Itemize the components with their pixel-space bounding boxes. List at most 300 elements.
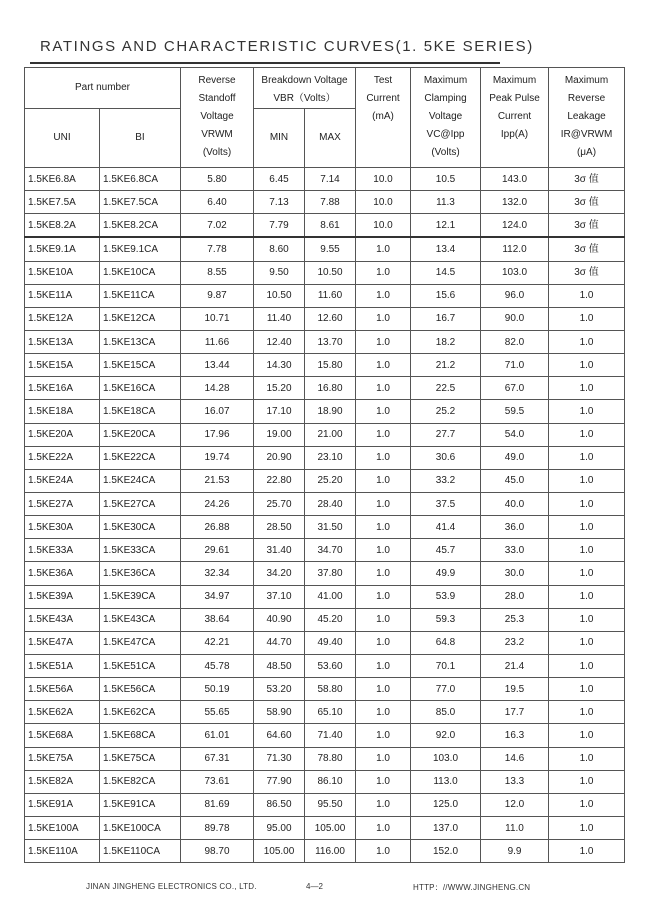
clamping-voltage-cell: 49.9 [411,562,481,585]
test-current-cell: 1.0 [356,400,411,423]
reverse-leakage-cell: 3σ 值 [549,237,625,261]
clamping-voltage-cell: 12.1 [411,214,481,238]
bi-part-cell: 1.5KE39CA [100,585,181,608]
test-current-cell: 1.0 [356,237,411,261]
clamping-voltage-cell: 18.2 [411,330,481,353]
vbr-max-cell: 7.14 [305,168,356,191]
reverse-leakage-cell: 3σ 值 [549,191,625,214]
bi-part-cell: 1.5KE15CA [100,354,181,377]
uni-part-cell: 1.5KE15A [25,354,100,377]
uni-part-cell: 1.5KE20A [25,423,100,446]
reverse-leakage-cell: 1.0 [549,770,625,793]
vrwm-cell: 14.28 [181,377,254,400]
uni-part-cell: 1.5KE13A [25,330,100,353]
vbr-max-cell: 41.00 [305,585,356,608]
table-row [25,516,625,539]
uni-part-cell: 1.5KE56A [25,678,100,701]
peak-pulse-current-cell: 11.0 [481,816,549,839]
bi-part-cell: 1.5KE20CA [100,423,181,446]
vbr-min-cell: 86.50 [254,793,305,816]
peak-pulse-current-cell: 14.6 [481,747,549,770]
bi-part-cell: 1.5KE10CA [100,261,181,284]
table-row [25,701,625,724]
bi-part-cell: 1.5KE30CA [100,516,181,539]
uni-part-cell: 1.5KE24A [25,469,100,492]
test-current-cell: 1.0 [356,562,411,585]
clamping-voltage-cell: 137.0 [411,816,481,839]
peak-pulse-current-cell: 82.0 [481,330,549,353]
uni-part-cell: 1.5KE18A [25,400,100,423]
vbr-min-cell: 15.20 [254,377,305,400]
table-row [25,191,625,214]
table-row [25,631,625,654]
vbr-min-cell: 71.30 [254,747,305,770]
vbr-min-cell: 6.45 [254,168,305,191]
test-current-cell: 1.0 [356,354,411,377]
uni-part-cell: 1.5KE51A [25,654,100,677]
vbr-min-cell: 53.20 [254,678,305,701]
uni-part-cell: 1.5KE16A [25,377,100,400]
vbr-min-cell: 17.10 [254,400,305,423]
clamping-voltage-cell: 45.7 [411,539,481,562]
table-row [25,770,625,793]
test-current-cell: 1.0 [356,261,411,284]
vrwm-cell: 19.74 [181,446,254,469]
vbr-max-cell: 71.40 [305,724,356,747]
table-row [25,377,625,400]
vbr-max-header: MAX [305,109,356,168]
table-row [25,307,625,330]
reverse-leakage-cell: 1.0 [549,678,625,701]
peak-pulse-current-cell: 90.0 [481,307,549,330]
clamping-voltage-cell: 13.4 [411,237,481,261]
peak-pulse-current-cell: 30.0 [481,562,549,585]
peak-pulse-current-cell: 59.5 [481,400,549,423]
vrwm-cell: 9.87 [181,284,254,307]
uni-part-cell: 1.5KE100A [25,816,100,839]
vrwm-cell: 73.61 [181,770,254,793]
uni-part-cell: 1.5KE47A [25,631,100,654]
peak-pulse-current-cell: 17.7 [481,701,549,724]
vbr-max-cell: 116.00 [305,840,356,863]
vbr-max-cell: 21.00 [305,423,356,446]
peak-pulse-current-cell: 23.2 [481,631,549,654]
clamping-voltage-cell: 33.2 [411,469,481,492]
test-current-cell: 10.0 [356,214,411,238]
peak-pulse-current-cell: 36.0 [481,516,549,539]
test-current-cell: 1.0 [356,701,411,724]
peak-pulse-current-cell: 143.0 [481,168,549,191]
table-row [25,840,625,863]
vbr-max-cell: 65.10 [305,701,356,724]
clamping-voltage-cell: 103.0 [411,747,481,770]
table-row [25,793,625,816]
vbr-max-cell: 95.50 [305,793,356,816]
clamping-voltage-cell: 10.5 [411,168,481,191]
peak-pulse-current-cell: 45.0 [481,469,549,492]
clamping-voltage-cell: 16.7 [411,307,481,330]
bi-part-cell: 1.5KE11CA [100,284,181,307]
vrwm-cell: 55.65 [181,701,254,724]
peak-pulse-current-cell: 25.3 [481,608,549,631]
table-row [25,330,625,353]
vrwm-cell: 24.26 [181,492,254,515]
reverse-leakage-cell: 1.0 [549,400,625,423]
vbr-min-cell: 7.79 [254,214,305,238]
vrwm-cell: 42.21 [181,631,254,654]
vbr-min-cell: 8.60 [254,237,305,261]
table-row [25,816,625,839]
standoff-voltage-header: Reverse Standoff Voltage VRWM (Volts) [181,68,254,168]
vrwm-cell: 98.70 [181,840,254,863]
reverse-leakage-cell: 1.0 [549,747,625,770]
bi-part-cell: 1.5KE22CA [100,446,181,469]
vbr-max-cell: 78.80 [305,747,356,770]
clamping-voltage-cell: 113.0 [411,770,481,793]
test-current-cell: 1.0 [356,516,411,539]
vbr-min-cell: 40.90 [254,608,305,631]
vbr-max-cell: 53.60 [305,654,356,677]
vrwm-cell: 6.40 [181,191,254,214]
uni-part-cell: 1.5KE36A [25,562,100,585]
uni-header: UNI [25,109,100,168]
uni-part-cell: 1.5KE43A [25,608,100,631]
vbr-min-cell: 105.00 [254,840,305,863]
test-current-cell: 1.0 [356,469,411,492]
test-current-cell: 1.0 [356,377,411,400]
vbr-max-cell: 86.10 [305,770,356,793]
table-row [25,469,625,492]
vbr-min-cell: 31.40 [254,539,305,562]
vbr-max-cell: 8.61 [305,214,356,238]
bi-part-cell: 1.5KE27CA [100,492,181,515]
peak-pulse-current-cell: 54.0 [481,423,549,446]
vbr-max-cell: 13.70 [305,330,356,353]
vrwm-cell: 50.19 [181,678,254,701]
test-current-cell: 1.0 [356,330,411,353]
reverse-leakage-cell: 3σ 值 [549,261,625,284]
peak-pulse-current-cell: 13.3 [481,770,549,793]
uni-part-cell: 1.5KE110A [25,840,100,863]
table-row [25,678,625,701]
bi-part-cell: 1.5KE36CA [100,562,181,585]
peak-pulse-current-cell: 12.0 [481,793,549,816]
bi-part-cell: 1.5KE6.8CA [100,168,181,191]
uni-part-cell: 1.5KE33A [25,539,100,562]
vbr-min-cell: 44.70 [254,631,305,654]
peak-pulse-current-cell: 103.0 [481,261,549,284]
vbr-max-cell: 12.60 [305,307,356,330]
table-row [25,562,625,585]
vbr-min-cell: 7.13 [254,191,305,214]
reverse-leakage-cell: 1.0 [549,307,625,330]
vrwm-cell: 7.78 [181,237,254,261]
vrwm-cell: 13.44 [181,354,254,377]
peak-pulse-current-cell: 67.0 [481,377,549,400]
vbr-min-cell: 22.80 [254,469,305,492]
bi-header: BI [100,109,181,168]
bi-part-cell: 1.5KE13CA [100,330,181,353]
clamping-voltage-cell: 15.6 [411,284,481,307]
table-row [25,446,625,469]
reverse-leakage-cell: 1.0 [549,793,625,816]
uni-part-cell: 1.5KE8.2A [25,214,100,238]
clamping-voltage-cell: 30.6 [411,446,481,469]
clamping-voltage-cell: 21.2 [411,354,481,377]
vbr-max-cell: 105.00 [305,816,356,839]
vbr-max-cell: 31.50 [305,516,356,539]
clamping-voltage-cell: 14.5 [411,261,481,284]
peak-pulse-current-cell: 132.0 [481,191,549,214]
peak-pulse-current-cell: 96.0 [481,284,549,307]
reverse-leakage-cell: 1.0 [549,840,625,863]
clamping-voltage-header: Maximum Clamping Voltage VC@Ipp (Volts) [411,68,481,168]
clamping-voltage-cell: 27.7 [411,423,481,446]
uni-part-cell: 1.5KE39A [25,585,100,608]
reverse-leakage-cell: 1.0 [549,354,625,377]
table-row [25,261,625,284]
vrwm-cell: 16.07 [181,400,254,423]
vbr-max-cell: 58.80 [305,678,356,701]
peak-pulse-current-cell: 124.0 [481,214,549,238]
clamping-voltage-cell: 37.5 [411,492,481,515]
test-current-header: Test Current (mA) [356,68,411,168]
test-current-cell: 1.0 [356,539,411,562]
vbr-max-cell: 10.50 [305,261,356,284]
vrwm-cell: 89.78 [181,816,254,839]
bi-part-cell: 1.5KE91CA [100,793,181,816]
clamping-voltage-cell: 53.9 [411,585,481,608]
table-row [25,654,625,677]
vbr-max-cell: 49.40 [305,631,356,654]
vrwm-cell: 8.55 [181,261,254,284]
peak-pulse-current-header: Maximum Peak Pulse Current Ipp(A) [481,68,549,168]
vrwm-cell: 29.61 [181,539,254,562]
bi-part-cell: 1.5KE33CA [100,539,181,562]
vrwm-cell: 67.31 [181,747,254,770]
table-row [25,724,625,747]
vrwm-cell: 32.34 [181,562,254,585]
vbr-min-cell: 20.90 [254,446,305,469]
bi-part-cell: 1.5KE62CA [100,701,181,724]
breakdown-voltage-header: Breakdown Voltage VBR（Volts） [254,68,356,109]
table-row [25,539,625,562]
reverse-leakage-cell: 1.0 [549,469,625,492]
test-current-cell: 1.0 [356,816,411,839]
test-current-cell: 1.0 [356,793,411,816]
table-row [25,214,625,238]
reverse-leakage-cell: 1.0 [549,284,625,307]
vbr-min-cell: 25.70 [254,492,305,515]
clamping-voltage-cell: 85.0 [411,701,481,724]
bi-part-cell: 1.5KE18CA [100,400,181,423]
uni-part-cell: 1.5KE30A [25,516,100,539]
table-row [25,608,625,631]
clamping-voltage-cell: 152.0 [411,840,481,863]
vbr-min-cell: 19.00 [254,423,305,446]
reverse-leakage-cell: 1.0 [549,654,625,677]
vbr-min-cell: 48.50 [254,654,305,677]
test-current-cell: 1.0 [356,446,411,469]
bi-part-cell: 1.5KE7.5CA [100,191,181,214]
peak-pulse-current-cell: 19.5 [481,678,549,701]
vbr-max-cell: 28.40 [305,492,356,515]
part-number-header: Part number [25,68,181,109]
bi-part-cell: 1.5KE43CA [100,608,181,631]
vbr-min-cell: 95.00 [254,816,305,839]
reverse-leakage-cell: 1.0 [549,562,625,585]
peak-pulse-current-cell: 33.0 [481,539,549,562]
table-row [25,492,625,515]
bi-part-cell: 1.5KE110CA [100,840,181,863]
bi-part-cell: 1.5KE24CA [100,469,181,492]
footer-company: JINAN JINGHENG ELECTRONICS CO., LTD. [86,882,257,891]
vbr-min-cell: 37.10 [254,585,305,608]
vbr-max-cell: 37.80 [305,562,356,585]
vbr-min-cell: 14.30 [254,354,305,377]
test-current-cell: 1.0 [356,747,411,770]
peak-pulse-current-cell: 71.0 [481,354,549,377]
reverse-leakage-cell: 1.0 [549,516,625,539]
vrwm-cell: 61.01 [181,724,254,747]
uni-part-cell: 1.5KE82A [25,770,100,793]
vbr-max-cell: 45.20 [305,608,356,631]
reverse-leakage-cell: 1.0 [549,608,625,631]
table-body [25,168,625,863]
reverse-leakage-cell: 1.0 [549,585,625,608]
table-row [25,400,625,423]
footer-website: HTTP：//WWW.JINGHENG.CN [413,883,531,892]
vbr-min-cell: 12.40 [254,330,305,353]
vbr-min-cell: 77.90 [254,770,305,793]
vrwm-cell: 21.53 [181,469,254,492]
vrwm-cell: 7.02 [181,214,254,238]
reverse-leakage-header: Maximum Reverse Leakage IR@VRWM (μA) [549,68,625,168]
vrwm-cell: 81.69 [181,793,254,816]
uni-part-cell: 1.5KE22A [25,446,100,469]
uni-part-cell: 1.5KE12A [25,307,100,330]
table-row [25,585,625,608]
vbr-max-cell: 18.90 [305,400,356,423]
vbr-max-cell: 11.60 [305,284,356,307]
bi-part-cell: 1.5KE47CA [100,631,181,654]
clamping-voltage-cell: 59.3 [411,608,481,631]
table-row [25,423,625,446]
uni-part-cell: 1.5KE11A [25,284,100,307]
uni-part-cell: 1.5KE9.1A [25,237,100,261]
bi-part-cell: 1.5KE56CA [100,678,181,701]
test-current-cell: 1.0 [356,678,411,701]
uni-part-cell: 1.5KE91A [25,793,100,816]
vbr-min-cell: 9.50 [254,261,305,284]
clamping-voltage-cell: 70.1 [411,654,481,677]
table-row [25,354,625,377]
test-current-cell: 1.0 [356,608,411,631]
vrwm-cell: 10.71 [181,307,254,330]
test-current-cell: 1.0 [356,770,411,793]
bi-part-cell: 1.5KE8.2CA [100,214,181,238]
reverse-leakage-cell: 1.0 [549,724,625,747]
vrwm-cell: 45.78 [181,654,254,677]
reverse-leakage-cell: 1.0 [549,631,625,654]
peak-pulse-current-cell: 112.0 [481,237,549,261]
bi-part-cell: 1.5KE16CA [100,377,181,400]
uni-part-cell: 1.5KE62A [25,701,100,724]
table-row [25,747,625,770]
reverse-leakage-cell: 1.0 [549,816,625,839]
test-current-cell: 10.0 [356,191,411,214]
peak-pulse-current-cell: 21.4 [481,654,549,677]
reverse-leakage-cell: 3σ 值 [549,168,625,191]
reverse-leakage-cell: 1.0 [549,330,625,353]
clamping-voltage-cell: 77.0 [411,678,481,701]
bi-part-cell: 1.5KE82CA [100,770,181,793]
uni-part-cell: 1.5KE7.5A [25,191,100,214]
clamping-voltage-cell: 92.0 [411,724,481,747]
vbr-max-cell: 15.80 [305,354,356,377]
peak-pulse-current-cell: 9.9 [481,840,549,863]
uni-part-cell: 1.5KE27A [25,492,100,515]
clamping-voltage-cell: 22.5 [411,377,481,400]
vbr-max-cell: 23.10 [305,446,356,469]
footer-page-number: 4—2 [306,882,323,891]
test-current-cell: 10.0 [356,168,411,191]
vrwm-cell: 11.66 [181,330,254,353]
vrwm-cell: 34.97 [181,585,254,608]
vrwm-cell: 38.64 [181,608,254,631]
vbr-min-cell: 64.60 [254,724,305,747]
vbr-min-cell: 28.50 [254,516,305,539]
bi-part-cell: 1.5KE51CA [100,654,181,677]
peak-pulse-current-cell: 49.0 [481,446,549,469]
vbr-max-cell: 25.20 [305,469,356,492]
reverse-leakage-cell: 1.0 [549,539,625,562]
peak-pulse-current-cell: 16.3 [481,724,549,747]
test-current-cell: 1.0 [356,654,411,677]
reverse-leakage-cell: 1.0 [549,492,625,515]
vbr-min-cell: 11.40 [254,307,305,330]
test-current-cell: 1.0 [356,840,411,863]
vbr-max-cell: 9.55 [305,237,356,261]
clamping-voltage-cell: 11.3 [411,191,481,214]
vbr-min-cell: 34.20 [254,562,305,585]
test-current-cell: 1.0 [356,284,411,307]
bi-part-cell: 1.5KE100CA [100,816,181,839]
title-underline [30,62,500,64]
clamping-voltage-cell: 64.8 [411,631,481,654]
page-title: RATINGS AND CHARACTERISTIC CURVES(1. 5KE SERIES) [40,38,534,55]
table-row [25,284,625,307]
test-current-cell: 1.0 [356,631,411,654]
reverse-leakage-cell: 3σ 值 [549,214,625,238]
clamping-voltage-cell: 25.2 [411,400,481,423]
reverse-leakage-cell: 1.0 [549,446,625,469]
uni-part-cell: 1.5KE6.8A [25,168,100,191]
ratings-table [24,67,625,863]
vbr-max-cell: 34.70 [305,539,356,562]
vrwm-cell: 5.80 [181,168,254,191]
clamping-voltage-cell: 125.0 [411,793,481,816]
vrwm-cell: 26.88 [181,516,254,539]
test-current-cell: 1.0 [356,423,411,446]
clamping-voltage-cell: 41.4 [411,516,481,539]
bi-part-cell: 1.5KE12CA [100,307,181,330]
test-current-cell: 1.0 [356,585,411,608]
vbr-min-cell: 58.90 [254,701,305,724]
test-current-cell: 1.0 [356,307,411,330]
bi-part-cell: 1.5KE75CA [100,747,181,770]
table-row [25,168,625,191]
